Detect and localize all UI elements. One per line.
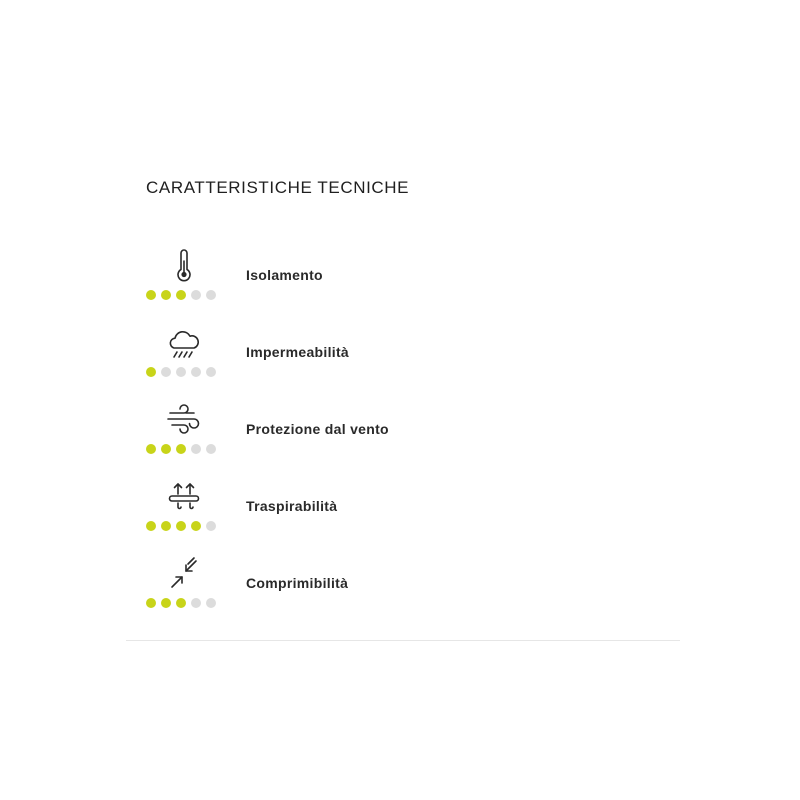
feature-label: Comprimibilità xyxy=(246,575,349,591)
rating-dot-filled xyxy=(161,290,171,300)
rating-dot-filled xyxy=(161,521,171,531)
rating-dot-empty xyxy=(161,367,171,377)
section-divider xyxy=(126,640,680,641)
rating-dot-filled xyxy=(146,521,156,531)
rating-dot-empty xyxy=(191,444,201,454)
rating-dot-empty xyxy=(206,444,216,454)
rating-dot-filled xyxy=(191,521,201,531)
rating-dot-filled xyxy=(146,367,156,377)
feature-label: Isolamento xyxy=(246,267,323,283)
feature-label: Traspirabilità xyxy=(246,498,338,514)
rating-dot-filled xyxy=(176,521,186,531)
rating-dot-filled xyxy=(176,598,186,608)
rating-dots xyxy=(146,367,216,377)
feature-label: Protezione dal vento xyxy=(246,421,389,437)
feature-impermeabilita xyxy=(140,324,600,394)
rating-dots xyxy=(146,444,216,454)
rating-dot-filled xyxy=(176,290,186,300)
rating-dot-filled xyxy=(146,598,156,608)
thermometer-icon xyxy=(164,247,204,287)
rating-dot-empty xyxy=(191,598,201,608)
compress-arrows-icon xyxy=(164,555,204,595)
breathability-icon xyxy=(164,478,204,518)
rating-dot-empty xyxy=(191,290,201,300)
rating-dot-filled xyxy=(161,444,171,454)
rating-dots xyxy=(146,290,216,300)
rating-dot-empty xyxy=(191,367,201,377)
feature-label: Impermeabilità xyxy=(246,344,350,360)
feature-isolamento xyxy=(140,247,600,317)
feature-comprimibilita xyxy=(140,555,600,625)
rating-dot-empty xyxy=(176,367,186,377)
rating-dot-empty xyxy=(206,521,216,531)
rating-dot-filled xyxy=(146,290,156,300)
wind-icon xyxy=(164,401,204,441)
rating-dots xyxy=(146,521,216,531)
rating-dot-filled xyxy=(176,444,186,454)
rating-dot-filled xyxy=(146,444,156,454)
feature-traspirabilita xyxy=(140,478,600,548)
feature-protezione-vento xyxy=(140,401,600,471)
rating-dot-empty xyxy=(206,290,216,300)
rating-dot-empty xyxy=(206,598,216,608)
rating-dot-empty xyxy=(206,367,216,377)
rain-cloud-icon xyxy=(164,324,204,364)
section-title: CARATTERISTICHE TECNICHE xyxy=(146,178,410,197)
rating-dots xyxy=(146,598,216,608)
rating-dot-filled xyxy=(161,598,171,608)
